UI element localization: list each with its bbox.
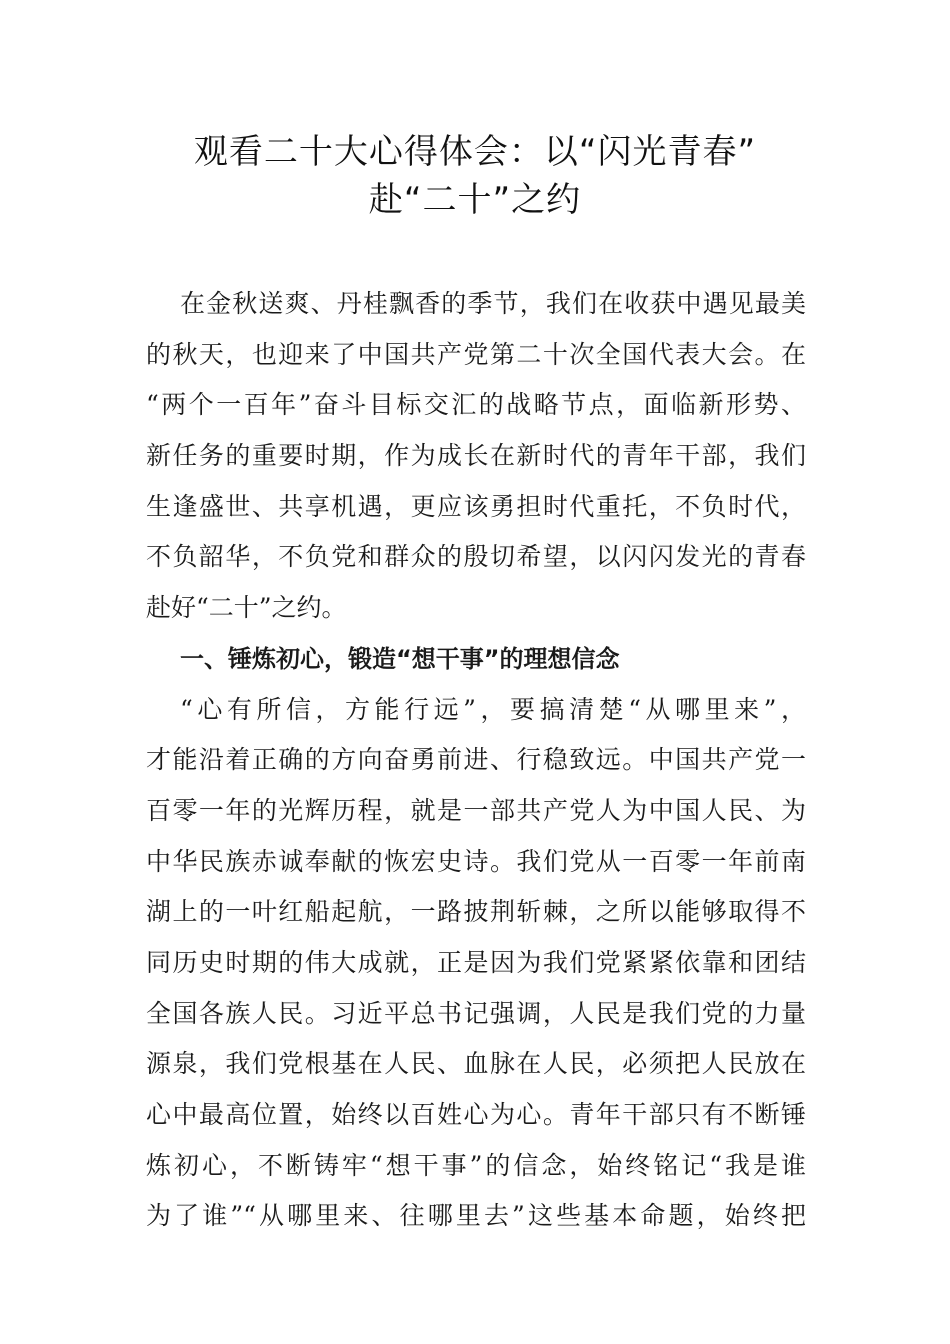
- paragraph-1-line: “两个一百年”奋斗目标交汇的战略节点，面临新形势、: [146, 390, 806, 420]
- title-line-1: 观看二十大心得体会：以“闪光青春”: [193, 132, 757, 172]
- paragraph-2-line: 中华民族赤诚奉献的恢宏史诗。我们党从一百零一年前南: [146, 846, 806, 876]
- paragraph-2-line: 全国各族人民。习近平总书记强调，人民是我们党的力量: [146, 998, 806, 1028]
- paragraph-2-line: 心中最高位置，始终以百姓心为心。青年干部只有不断锤: [146, 1100, 806, 1129]
- paragraph-2-line: 同历史时期的伟大成就，正是因为我们党紧紧依靠和团结: [146, 947, 806, 977]
- paragraph-1-line: 新任务的重要时期，作为成长在新时代的青年干部，我们: [146, 441, 806, 471]
- paragraph-1-line: 在金秋送爽、丹桂飘香的季节，我们在收获中遇见最美: [180, 289, 806, 318]
- paragraph-1-line: 生逢盛世、共享机遇，更应该勇担时代重托，不负时代，: [146, 491, 806, 521]
- paragraph-2-line: “心有所信，方能行远”，要搞清楚“从哪里来”，: [180, 694, 806, 724]
- paragraph-1-line: 的秋天，也迎来了中国共产党第二十次全国代表大会。在: [146, 339, 806, 369]
- paragraph-2-line: 源泉，我们党根基在人民、血脉在人民，必须把人民放在: [146, 1049, 806, 1079]
- paragraph-2-line: 百零一年的光辉历程，就是一部共产党人为中国人民、为: [146, 795, 806, 825]
- paragraph-2-line: 炼初心，不断铸牢“想干事”的信念，始终铭记“我是谁: [146, 1150, 806, 1180]
- paragraph-1-line: 赴好“二十”之约。: [146, 593, 347, 623]
- document-body: [146, 279, 806, 1242]
- document-title: [100, 128, 850, 224]
- paragraph-2-line: 才能沿着正确的方向奋勇前进、行稳致远。中国共产党一: [146, 745, 806, 775]
- title-line-2: 赴“二十”之约: [368, 180, 582, 220]
- paragraph-1-line: 不负韶华，不负党和群众的殷切希望，以闪闪发光的青春: [146, 542, 806, 572]
- paragraph-2-line: 为了谁”“从哪里来、往哪里去”这些基本命题，始终把: [146, 1201, 806, 1231]
- section-heading-1: 一、锤炼初心，锻造“想干事”的理想信念: [180, 644, 620, 673]
- paragraph-2-line: 湖上的一叶红船起航，一路披荆斩棘，之所以能够取得不: [146, 897, 806, 927]
